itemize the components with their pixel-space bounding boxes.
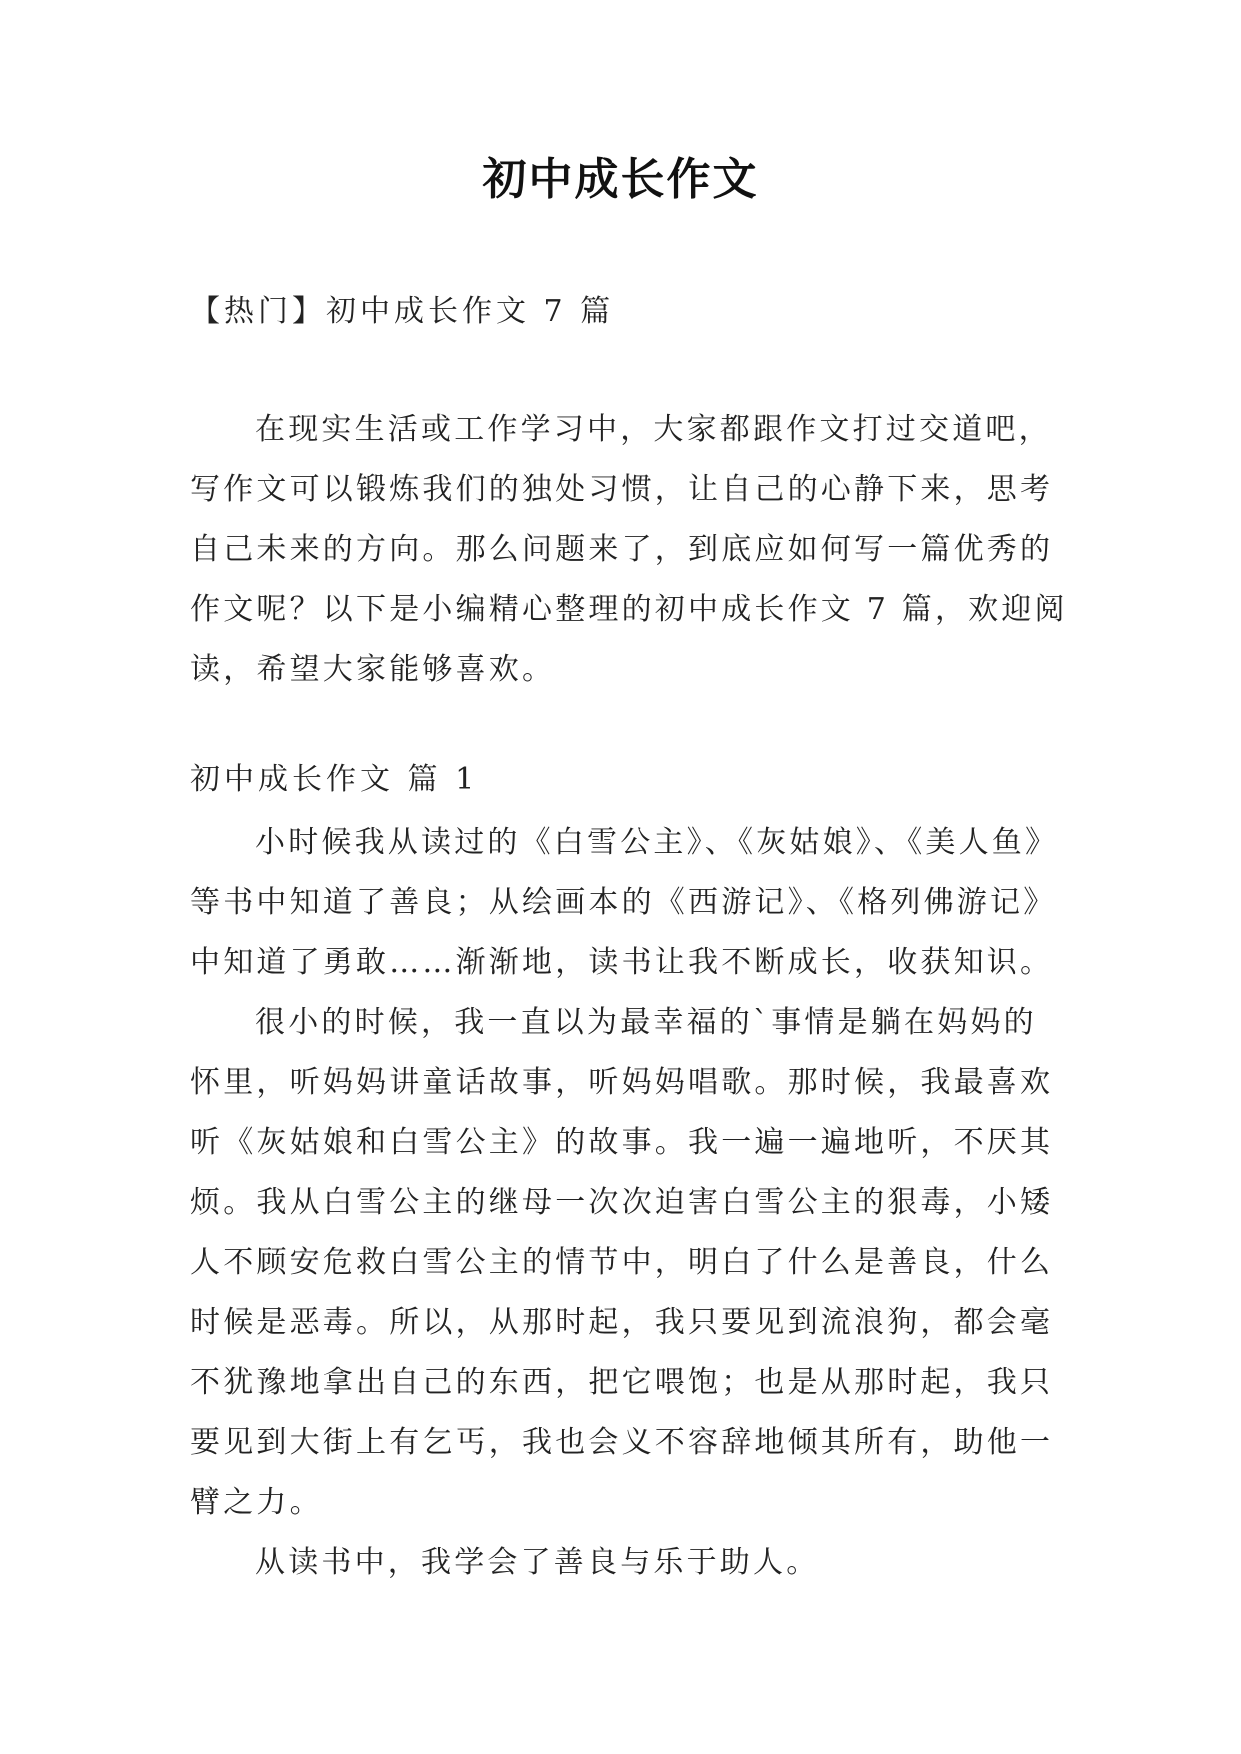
intro-line: 在现实生活或工作学习中，大家都跟作文打过交道吧，: [255, 412, 1052, 447]
paragraph-line: 从读书中，我学会了善良与乐于助人。: [255, 1545, 820, 1580]
paragraph-2: [190, 993, 1070, 1533]
article-section: [190, 750, 1070, 1593]
paragraph-line: 中知道了勇敢……渐渐地，读书让我不断成长，收获知识。: [190, 945, 1054, 980]
document-title: 初中成长作文: [482, 154, 759, 205]
paragraph-3: [190, 1533, 1070, 1593]
paragraph-line: 小时候我从读过的《白雪公主》、《灰姑娘》、《美人鱼》: [255, 825, 1059, 860]
paragraph-line: 听《灰姑娘和白雪公主》的故事。我一遍一遍地听，不厌其: [190, 1125, 1054, 1160]
intro-line: 读，希望大家能够喜欢。: [190, 652, 556, 687]
paragraph-line: 烦。我从白雪公主的继母一次次迫害白雪公主的狠毒，小矮: [190, 1185, 1054, 1220]
paragraph-line: 人不顾安危救白雪公主的情节中，明白了什么是善良，什么: [190, 1245, 1054, 1280]
paragraph-line: 臂之力。: [190, 1485, 323, 1520]
paragraph-line: 要见到大街上有乞丐，我也会义不容辞地倾其所有，助他一: [190, 1425, 1054, 1460]
intro-paragraph: [190, 400, 1070, 700]
intro-line: 写作文可以锻炼我们的独处习惯，让自己的心静下来，思考: [190, 472, 1054, 507]
paragraph-line: 时候是恶毒。所以，从那时起，我只要见到流浪狗，都会毫: [190, 1305, 1054, 1340]
paragraph-line: 很小的时候，我一直以为最幸福的`事情是躺在妈妈的: [255, 1005, 1037, 1040]
intro-line: 自己未来的方向。那么问题来了，到底应如何写一篇优秀的: [190, 532, 1054, 567]
paragraph-1: [190, 813, 1070, 993]
document-subtitle: 【热门】初中成长作文 7 篇: [190, 294, 615, 329]
paragraph-line: 怀里，听妈妈讲童话故事，听妈妈唱歌。那时候，我最喜欢: [190, 1065, 1054, 1100]
paragraph-line: 等书中知道了善良；从绘画本的《西游记》、《格列佛游记》: [190, 885, 1057, 920]
paragraph-line: 不犹豫地拿出自己的东西，把它喂饱；也是从那时起，我只: [190, 1365, 1054, 1400]
intro-line: 作文呢？以下是小编精心整理的初中成长作文 7 篇，欢迎阅: [190, 592, 1068, 627]
section-heading: 初中成长作文 篇 1: [190, 762, 479, 797]
